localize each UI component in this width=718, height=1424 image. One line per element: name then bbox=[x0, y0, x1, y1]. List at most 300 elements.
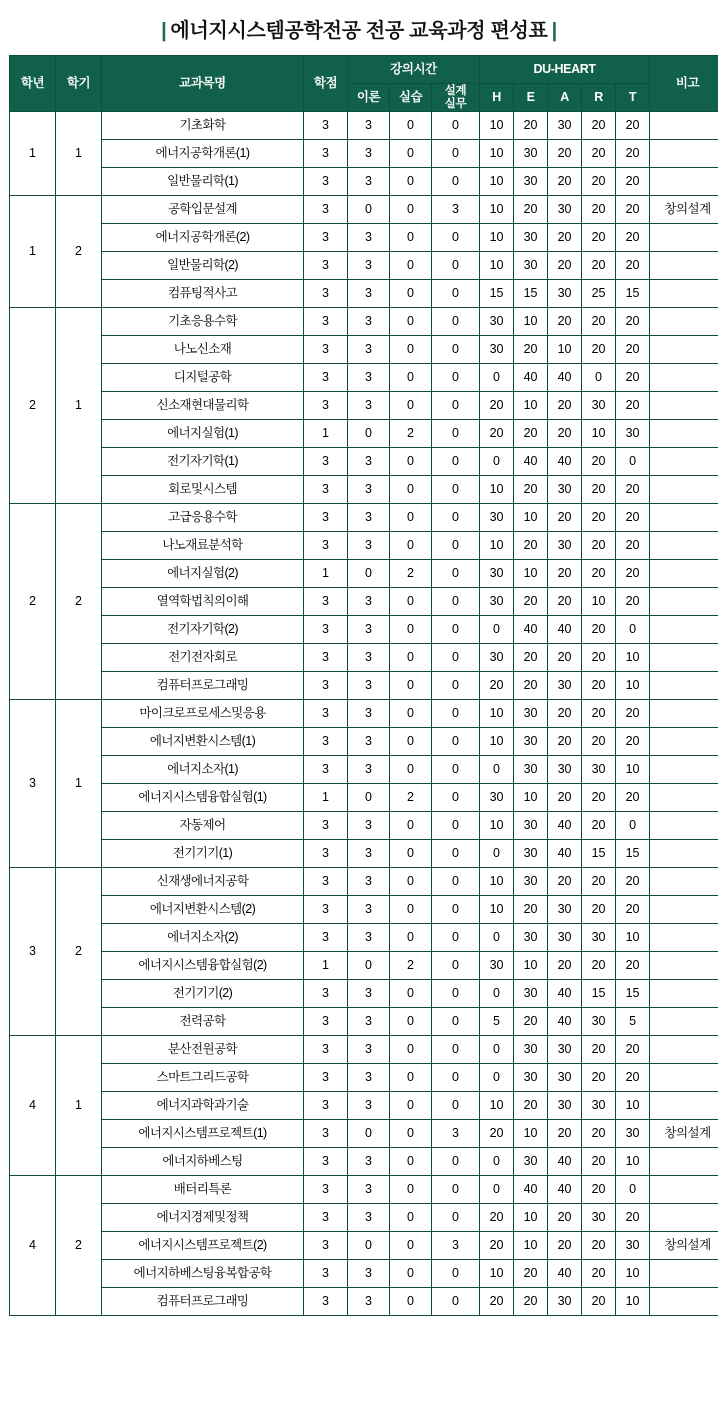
cell-h: 20 bbox=[480, 672, 514, 700]
cell-h: 10 bbox=[480, 812, 514, 840]
cell-e: 40 bbox=[514, 616, 548, 644]
cell-e: 30 bbox=[514, 840, 548, 868]
cell-practice: 0 bbox=[390, 140, 432, 168]
cell-t: 20 bbox=[616, 1064, 650, 1092]
cell-theory: 3 bbox=[348, 812, 390, 840]
cell-theory: 0 bbox=[348, 952, 390, 980]
cell-theory: 3 bbox=[348, 168, 390, 196]
table-row bbox=[10, 420, 718, 448]
cell-design: 0 bbox=[432, 756, 480, 784]
cell-a: 20 bbox=[548, 308, 582, 336]
cell-subject: 기초응용수학 bbox=[102, 308, 304, 336]
cell-subject: 에너지시스템프로젝트(1) bbox=[102, 1120, 304, 1148]
cell-practice: 2 bbox=[390, 560, 432, 588]
cell-term: 1 bbox=[56, 112, 102, 196]
cell-t: 15 bbox=[616, 980, 650, 1008]
cell-h: 10 bbox=[480, 252, 514, 280]
cell-practice: 0 bbox=[390, 224, 432, 252]
table-row bbox=[10, 700, 718, 728]
cell-subject: 전기기기(2) bbox=[102, 980, 304, 1008]
header-credit: 학점 bbox=[304, 56, 348, 112]
cell-subject: 나노재료분석학 bbox=[102, 532, 304, 560]
cell-subject: 에너지공학개론(1) bbox=[102, 140, 304, 168]
cell-credit: 3 bbox=[304, 644, 348, 672]
cell-note bbox=[650, 336, 718, 364]
cell-t: 30 bbox=[616, 1120, 650, 1148]
cell-e: 20 bbox=[514, 336, 548, 364]
cell-theory: 0 bbox=[348, 1232, 390, 1260]
cell-subject: 에너지실험(1) bbox=[102, 420, 304, 448]
cell-subject: 에너지변환시스템(1) bbox=[102, 728, 304, 756]
cell-t: 10 bbox=[616, 1288, 650, 1316]
cell-a: 30 bbox=[548, 672, 582, 700]
header-lecture-group: 강의시간 bbox=[348, 56, 480, 84]
cell-design: 0 bbox=[432, 868, 480, 896]
table-row bbox=[10, 1176, 718, 1204]
cell-r: 20 bbox=[582, 476, 616, 504]
cell-credit: 1 bbox=[304, 952, 348, 980]
cell-theory: 3 bbox=[348, 980, 390, 1008]
cell-note: 창의설계 bbox=[650, 1120, 718, 1148]
cell-theory: 3 bbox=[348, 476, 390, 504]
cell-practice: 0 bbox=[390, 504, 432, 532]
header-a: A bbox=[548, 84, 582, 112]
cell-subject: 전력공학 bbox=[102, 1008, 304, 1036]
cell-e: 15 bbox=[514, 280, 548, 308]
cell-r: 20 bbox=[582, 336, 616, 364]
cell-design: 0 bbox=[432, 364, 480, 392]
cell-design: 0 bbox=[432, 1176, 480, 1204]
cell-h: 10 bbox=[480, 1260, 514, 1288]
cell-e: 30 bbox=[514, 812, 548, 840]
cell-note bbox=[650, 616, 718, 644]
cell-practice: 0 bbox=[390, 980, 432, 1008]
cell-e: 40 bbox=[514, 364, 548, 392]
cell-a: 20 bbox=[548, 224, 582, 252]
cell-note bbox=[650, 532, 718, 560]
cell-theory: 3 bbox=[348, 1288, 390, 1316]
cell-design: 0 bbox=[432, 532, 480, 560]
cell-a: 30 bbox=[548, 532, 582, 560]
cell-note bbox=[650, 896, 718, 924]
cell-a: 30 bbox=[548, 1064, 582, 1092]
cell-credit: 3 bbox=[304, 448, 348, 476]
cell-credit: 3 bbox=[304, 280, 348, 308]
cell-a: 20 bbox=[548, 504, 582, 532]
cell-e: 10 bbox=[514, 952, 548, 980]
table-row bbox=[10, 140, 718, 168]
cell-subject: 컴퓨팅적사고 bbox=[102, 280, 304, 308]
cell-design: 0 bbox=[432, 896, 480, 924]
cell-subject: 전기자기학(1) bbox=[102, 448, 304, 476]
cell-h: 20 bbox=[480, 1232, 514, 1260]
cell-subject: 에너지하베스팅융복합공학 bbox=[102, 1260, 304, 1288]
cell-theory: 3 bbox=[348, 1260, 390, 1288]
cell-design: 0 bbox=[432, 728, 480, 756]
cell-credit: 3 bbox=[304, 336, 348, 364]
cell-design: 0 bbox=[432, 112, 480, 140]
table-row bbox=[10, 1148, 718, 1176]
cell-credit: 3 bbox=[304, 112, 348, 140]
table-row bbox=[10, 756, 718, 784]
header-r: R bbox=[582, 84, 616, 112]
cell-t: 20 bbox=[616, 560, 650, 588]
cell-practice: 0 bbox=[390, 448, 432, 476]
cell-theory: 0 bbox=[348, 420, 390, 448]
cell-note bbox=[650, 392, 718, 420]
cell-theory: 3 bbox=[348, 840, 390, 868]
cell-design: 0 bbox=[432, 308, 480, 336]
cell-e: 30 bbox=[514, 868, 548, 896]
cell-credit: 3 bbox=[304, 476, 348, 504]
cell-t: 20 bbox=[616, 252, 650, 280]
cell-t: 0 bbox=[616, 812, 650, 840]
cell-e: 30 bbox=[514, 1036, 548, 1064]
cell-term: 2 bbox=[56, 504, 102, 700]
cell-credit: 1 bbox=[304, 560, 348, 588]
cell-t: 30 bbox=[616, 1232, 650, 1260]
cell-practice: 0 bbox=[390, 1008, 432, 1036]
cell-theory: 0 bbox=[348, 196, 390, 224]
cell-practice: 0 bbox=[390, 1064, 432, 1092]
table-row bbox=[10, 392, 718, 420]
cell-subject: 회로및시스템 bbox=[102, 476, 304, 504]
cell-a: 30 bbox=[548, 476, 582, 504]
cell-credit: 3 bbox=[304, 168, 348, 196]
cell-subject: 에너지시스템융합실험(2) bbox=[102, 952, 304, 980]
cell-t: 20 bbox=[616, 196, 650, 224]
cell-e: 10 bbox=[514, 1204, 548, 1232]
cell-note bbox=[650, 924, 718, 952]
cell-design: 3 bbox=[432, 1120, 480, 1148]
cell-r: 30 bbox=[582, 756, 616, 784]
cell-note bbox=[650, 252, 718, 280]
table-row bbox=[10, 196, 718, 224]
cell-term: 1 bbox=[56, 308, 102, 504]
cell-subject: 에너지변환시스템(2) bbox=[102, 896, 304, 924]
cell-h: 10 bbox=[480, 728, 514, 756]
cell-practice: 0 bbox=[390, 392, 432, 420]
cell-h: 0 bbox=[480, 616, 514, 644]
cell-note bbox=[650, 1176, 718, 1204]
cell-t: 10 bbox=[616, 756, 650, 784]
cell-credit: 3 bbox=[304, 700, 348, 728]
table-row bbox=[10, 1064, 718, 1092]
cell-subject: 컴퓨터프로그래밍 bbox=[102, 672, 304, 700]
cell-subject: 에너지시스템융합실험(1) bbox=[102, 784, 304, 812]
cell-h: 30 bbox=[480, 336, 514, 364]
title-left-bar: | bbox=[161, 20, 167, 42]
cell-r: 20 bbox=[582, 252, 616, 280]
cell-note bbox=[650, 700, 718, 728]
cell-credit: 1 bbox=[304, 420, 348, 448]
cell-credit: 3 bbox=[304, 196, 348, 224]
cell-r: 20 bbox=[582, 504, 616, 532]
cell-a: 40 bbox=[548, 812, 582, 840]
table-row bbox=[10, 1260, 718, 1288]
cell-note bbox=[650, 756, 718, 784]
cell-h: 20 bbox=[480, 1288, 514, 1316]
cell-r: 20 bbox=[582, 308, 616, 336]
cell-r: 20 bbox=[582, 672, 616, 700]
cell-design: 0 bbox=[432, 700, 480, 728]
cell-e: 20 bbox=[514, 112, 548, 140]
cell-e: 10 bbox=[514, 504, 548, 532]
cell-credit: 3 bbox=[304, 812, 348, 840]
cell-credit: 3 bbox=[304, 1064, 348, 1092]
cell-theory: 3 bbox=[348, 448, 390, 476]
table-row bbox=[10, 1008, 718, 1036]
cell-subject: 일반물리학(1) bbox=[102, 168, 304, 196]
cell-practice: 0 bbox=[390, 588, 432, 616]
cell-term: 2 bbox=[56, 1176, 102, 1316]
cell-design: 0 bbox=[432, 252, 480, 280]
header-term: 학기 bbox=[56, 56, 102, 112]
table-header bbox=[10, 56, 718, 112]
cell-a: 20 bbox=[548, 700, 582, 728]
cell-e: 10 bbox=[514, 308, 548, 336]
cell-r: 20 bbox=[582, 868, 616, 896]
cell-h: 0 bbox=[480, 924, 514, 952]
cell-subject: 고급응용수학 bbox=[102, 504, 304, 532]
cell-theory: 3 bbox=[348, 1064, 390, 1092]
header-t: T bbox=[616, 84, 650, 112]
cell-practice: 0 bbox=[390, 672, 432, 700]
header-theory: 이론 bbox=[348, 84, 390, 112]
cell-subject: 자동제어 bbox=[102, 812, 304, 840]
cell-e: 20 bbox=[514, 476, 548, 504]
cell-note bbox=[650, 1260, 718, 1288]
cell-r: 20 bbox=[582, 560, 616, 588]
cell-a: 40 bbox=[548, 1260, 582, 1288]
cell-e: 20 bbox=[514, 672, 548, 700]
cell-a: 20 bbox=[548, 1232, 582, 1260]
cell-a: 20 bbox=[548, 392, 582, 420]
cell-h: 10 bbox=[480, 476, 514, 504]
cell-subject: 에너지소자(1) bbox=[102, 756, 304, 784]
cell-subject: 에너지실험(2) bbox=[102, 560, 304, 588]
cell-a: 40 bbox=[548, 1148, 582, 1176]
cell-h: 0 bbox=[480, 980, 514, 1008]
cell-a: 40 bbox=[548, 364, 582, 392]
cell-h: 30 bbox=[480, 784, 514, 812]
cell-h: 20 bbox=[480, 1120, 514, 1148]
curriculum-table bbox=[9, 55, 718, 1316]
cell-subject: 공학입문설계 bbox=[102, 196, 304, 224]
cell-credit: 3 bbox=[304, 1036, 348, 1064]
cell-credit: 3 bbox=[304, 1092, 348, 1120]
cell-e: 20 bbox=[514, 420, 548, 448]
cell-t: 10 bbox=[616, 644, 650, 672]
table-row bbox=[10, 616, 718, 644]
cell-a: 30 bbox=[548, 1092, 582, 1120]
cell-subject: 전기기기(1) bbox=[102, 840, 304, 868]
cell-r: 10 bbox=[582, 420, 616, 448]
cell-r: 20 bbox=[582, 1036, 616, 1064]
header-duheart-group: DU-HEART bbox=[480, 56, 650, 84]
cell-credit: 3 bbox=[304, 504, 348, 532]
cell-r: 20 bbox=[582, 168, 616, 196]
cell-design: 0 bbox=[432, 812, 480, 840]
cell-h: 20 bbox=[480, 392, 514, 420]
cell-design: 0 bbox=[432, 840, 480, 868]
cell-theory: 3 bbox=[348, 756, 390, 784]
cell-e: 30 bbox=[514, 980, 548, 1008]
cell-r: 20 bbox=[582, 112, 616, 140]
cell-e: 40 bbox=[514, 1176, 548, 1204]
cell-note bbox=[650, 868, 718, 896]
table-row bbox=[10, 1120, 718, 1148]
cell-practice: 0 bbox=[390, 1148, 432, 1176]
cell-e: 20 bbox=[514, 1092, 548, 1120]
cell-e: 20 bbox=[514, 532, 548, 560]
cell-practice: 0 bbox=[390, 1204, 432, 1232]
cell-h: 20 bbox=[480, 1204, 514, 1232]
table-row bbox=[10, 672, 718, 700]
cell-a: 20 bbox=[548, 560, 582, 588]
cell-theory: 0 bbox=[348, 1120, 390, 1148]
cell-theory: 3 bbox=[348, 924, 390, 952]
cell-r: 15 bbox=[582, 840, 616, 868]
cell-note bbox=[650, 980, 718, 1008]
cell-note bbox=[650, 1092, 718, 1120]
cell-design: 0 bbox=[432, 1008, 480, 1036]
cell-t: 20 bbox=[616, 224, 650, 252]
cell-year: 1 bbox=[10, 112, 56, 196]
cell-e: 10 bbox=[514, 1232, 548, 1260]
cell-h: 0 bbox=[480, 448, 514, 476]
cell-a: 20 bbox=[548, 728, 582, 756]
cell-practice: 0 bbox=[390, 280, 432, 308]
cell-credit: 3 bbox=[304, 252, 348, 280]
cell-t: 10 bbox=[616, 924, 650, 952]
cell-h: 30 bbox=[480, 560, 514, 588]
table-row bbox=[10, 1232, 718, 1260]
cell-design: 0 bbox=[432, 1036, 480, 1064]
cell-r: 30 bbox=[582, 1204, 616, 1232]
cell-practice: 0 bbox=[390, 364, 432, 392]
cell-t: 20 bbox=[616, 140, 650, 168]
cell-a: 20 bbox=[548, 784, 582, 812]
cell-t: 10 bbox=[616, 1260, 650, 1288]
cell-r: 15 bbox=[582, 980, 616, 1008]
cell-term: 2 bbox=[56, 196, 102, 308]
cell-note bbox=[650, 308, 718, 336]
cell-theory: 3 bbox=[348, 252, 390, 280]
cell-practice: 0 bbox=[390, 336, 432, 364]
cell-r: 20 bbox=[582, 1288, 616, 1316]
cell-note bbox=[650, 784, 718, 812]
header-note: 비고 bbox=[650, 56, 718, 112]
cell-e: 20 bbox=[514, 896, 548, 924]
cell-note bbox=[650, 224, 718, 252]
cell-credit: 3 bbox=[304, 224, 348, 252]
cell-design: 0 bbox=[432, 924, 480, 952]
cell-credit: 3 bbox=[304, 1120, 348, 1148]
cell-subject: 전기전자회로 bbox=[102, 644, 304, 672]
cell-practice: 0 bbox=[390, 252, 432, 280]
cell-t: 20 bbox=[616, 112, 650, 140]
cell-credit: 1 bbox=[304, 784, 348, 812]
table-row bbox=[10, 308, 718, 336]
cell-note bbox=[650, 952, 718, 980]
cell-t: 0 bbox=[616, 1176, 650, 1204]
cell-practice: 2 bbox=[390, 784, 432, 812]
cell-t: 20 bbox=[616, 1036, 650, 1064]
cell-h: 30 bbox=[480, 644, 514, 672]
table-body bbox=[10, 112, 718, 1316]
table-row bbox=[10, 168, 718, 196]
title-text: 에너지시스템공학전공 전공 교육과정 편성표 bbox=[170, 20, 548, 42]
cell-e: 20 bbox=[514, 588, 548, 616]
cell-design: 0 bbox=[432, 1260, 480, 1288]
cell-theory: 3 bbox=[348, 728, 390, 756]
cell-design: 0 bbox=[432, 280, 480, 308]
cell-a: 40 bbox=[548, 980, 582, 1008]
cell-h: 10 bbox=[480, 532, 514, 560]
cell-note bbox=[650, 280, 718, 308]
cell-h: 10 bbox=[480, 168, 514, 196]
cell-design: 0 bbox=[432, 168, 480, 196]
cell-theory: 0 bbox=[348, 560, 390, 588]
cell-a: 20 bbox=[548, 252, 582, 280]
cell-r: 20 bbox=[582, 700, 616, 728]
cell-a: 10 bbox=[548, 336, 582, 364]
cell-note: 창의설계 bbox=[650, 196, 718, 224]
cell-practice: 0 bbox=[390, 196, 432, 224]
cell-credit: 3 bbox=[304, 1232, 348, 1260]
cell-theory: 3 bbox=[348, 1092, 390, 1120]
table-row bbox=[10, 644, 718, 672]
cell-t: 30 bbox=[616, 420, 650, 448]
cell-credit: 3 bbox=[304, 532, 348, 560]
cell-year: 4 bbox=[10, 1176, 56, 1316]
cell-term: 1 bbox=[56, 1036, 102, 1176]
table-row bbox=[10, 896, 718, 924]
cell-t: 20 bbox=[616, 364, 650, 392]
cell-subject: 나노신소재 bbox=[102, 336, 304, 364]
cell-practice: 0 bbox=[390, 728, 432, 756]
cell-e: 10 bbox=[514, 784, 548, 812]
cell-t: 20 bbox=[616, 532, 650, 560]
cell-r: 20 bbox=[582, 532, 616, 560]
table-row bbox=[10, 924, 718, 952]
cell-h: 10 bbox=[480, 140, 514, 168]
cell-theory: 3 bbox=[348, 504, 390, 532]
cell-subject: 신소재현대물리학 bbox=[102, 392, 304, 420]
cell-credit: 3 bbox=[304, 672, 348, 700]
cell-r: 20 bbox=[582, 728, 616, 756]
cell-credit: 3 bbox=[304, 1260, 348, 1288]
cell-practice: 0 bbox=[390, 1176, 432, 1204]
cell-theory: 3 bbox=[348, 1036, 390, 1064]
cell-note bbox=[650, 504, 718, 532]
title-right-bar: | bbox=[551, 20, 557, 42]
cell-year: 1 bbox=[10, 196, 56, 308]
cell-theory: 3 bbox=[348, 280, 390, 308]
cell-h: 5 bbox=[480, 1008, 514, 1036]
header-practice: 실습 bbox=[390, 84, 432, 112]
cell-note bbox=[650, 476, 718, 504]
table-row bbox=[10, 728, 718, 756]
cell-a: 30 bbox=[548, 280, 582, 308]
cell-r: 20 bbox=[582, 1260, 616, 1288]
cell-a: 20 bbox=[548, 1204, 582, 1232]
cell-note bbox=[650, 1008, 718, 1036]
cell-design: 0 bbox=[432, 336, 480, 364]
cell-r: 20 bbox=[582, 1064, 616, 1092]
cell-design: 0 bbox=[432, 1148, 480, 1176]
